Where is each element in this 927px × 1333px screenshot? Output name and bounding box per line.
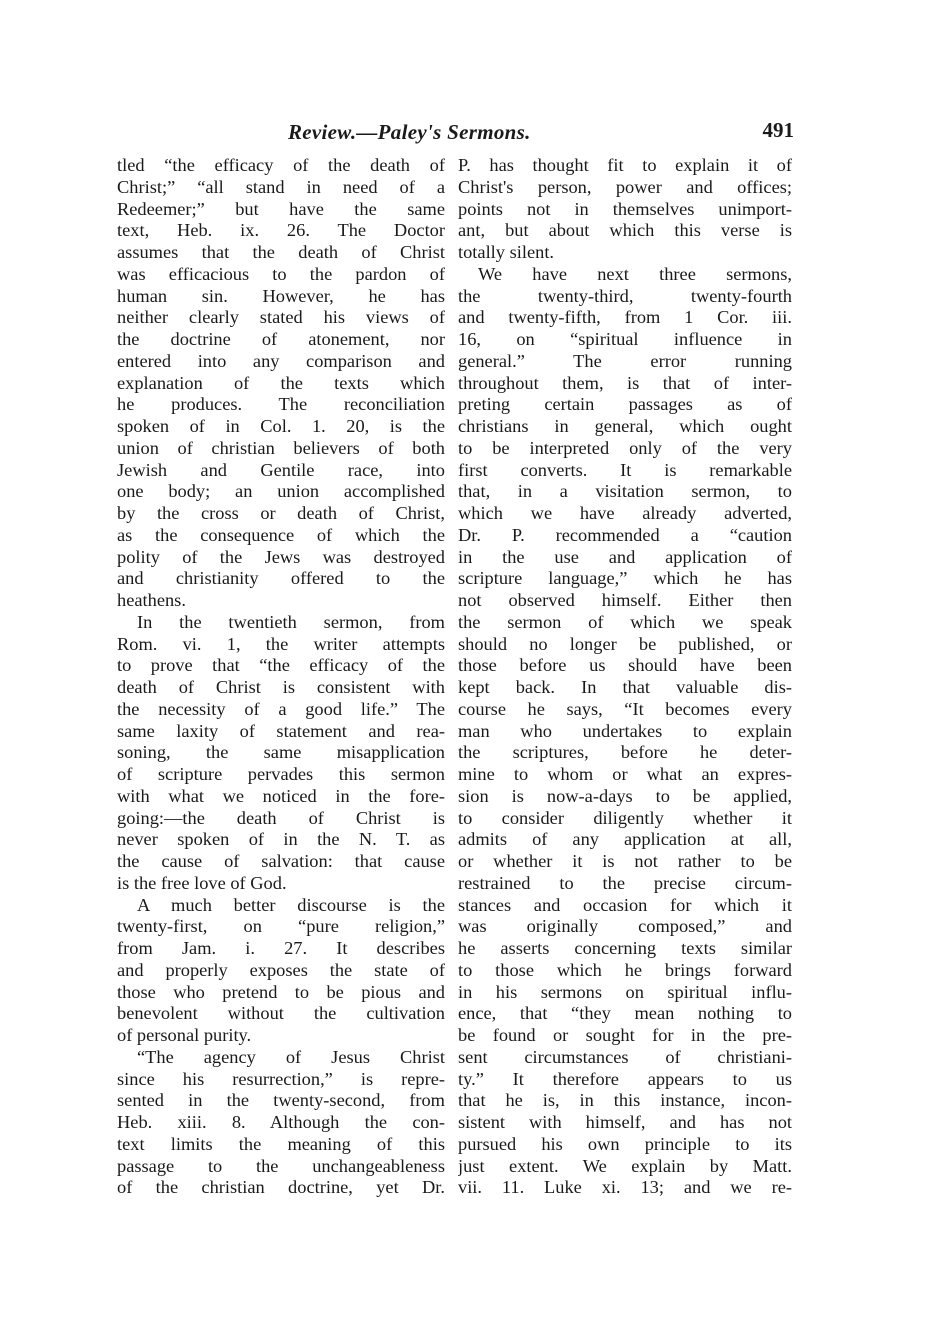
text-line: points not in themselves unimport- (458, 198, 792, 219)
text-line: of scripture pervades this sermon (117, 764, 445, 784)
text-line: ty.” It therefore appears to us (458, 1068, 792, 1089)
text-line: soning, the same misapplication (117, 742, 445, 763)
text-line: of personal purity. (117, 1025, 252, 1045)
text-line: to prove that “the efficacy of the (117, 655, 445, 676)
text-line: which we have already adverted, (458, 503, 792, 523)
text-line: Christ;” “all stand in need of a (117, 176, 445, 197)
text-line: stances and occasion for which it (458, 894, 792, 915)
text-line: with what we noticed in the fore- (117, 785, 445, 806)
text-line: A much better discourse is the (137, 894, 445, 915)
text-line: the sermon of which we speak (458, 611, 792, 632)
text-line: as the consequence of which the (117, 524, 445, 545)
text-line: throughout them, is that of inter- (458, 372, 792, 393)
text-line: totally silent. (458, 242, 555, 262)
text-line: man who undertakes to explain (458, 720, 792, 741)
text-line: heathens. (117, 590, 186, 610)
text-line: “The agency of Jesus Christ (137, 1046, 445, 1067)
text-line: neither clearly stated his views of (117, 307, 445, 328)
text-line: 16, on “spiritual influence in (458, 329, 792, 349)
text-line: the necessity of a good life.” The (117, 698, 445, 719)
text-line: that, in a visitation sermon, to (458, 481, 792, 502)
text-line: the twenty-third, twenty-fourth (458, 285, 792, 306)
text-line: and christianity offered to the (117, 568, 445, 589)
text-line: human sin. However, he has (117, 285, 445, 306)
text-line: to consider diligently whether it (458, 807, 792, 828)
text-line: kept back. In that valuable dis- (458, 677, 792, 697)
text-line: one body; an union accomplished (117, 481, 445, 502)
text-line: pursued his own principle to its (458, 1133, 792, 1154)
text-line: ant, but about which this verse is (458, 220, 792, 241)
text-line: was efficacious to the pardon of (117, 263, 445, 284)
text-line: assumes that the death of Christ (117, 242, 445, 262)
left-text-column (117, 155, 445, 1199)
text-line: christians in general, which ought (458, 416, 792, 436)
text-line: the doctrine of atonement, nor (117, 329, 445, 349)
text-line: sistent with himself, and has not (458, 1112, 792, 1132)
text-line: was originally composed,” and (458, 916, 792, 937)
text-line: the cause of salvation: that cause (117, 851, 445, 871)
text-line: Christ's person, power and offices; (458, 176, 792, 197)
text-line: never spoken of in the N. T. as (117, 829, 445, 850)
text-line: should no longer be published, or (458, 633, 792, 654)
text-line: Jewish and Gentile race, into (117, 459, 445, 480)
text-line: he asserts concerning texts similar (458, 938, 792, 958)
text-line: since his resurrection,” is repre- (117, 1068, 445, 1089)
text-line: first converts. It is remarkable (458, 459, 792, 480)
text-line: the scriptures, before he deter- (458, 742, 792, 763)
text-line: twenty-first, on “pure religion,” (117, 916, 445, 937)
text-line: polity of the Jews was destroyed (117, 546, 445, 567)
text-line: and properly exposes the state of (117, 959, 445, 980)
page-number: 491 (762, 118, 794, 142)
text-line: of the christian doctrine, yet Dr. (117, 1177, 445, 1198)
text-line: just extent. We explain by Matt. (458, 1155, 792, 1176)
text-line: tled “the efficacy of the death of (117, 155, 445, 175)
text-line: benevolent without the cultivation (117, 1003, 445, 1024)
text-line: is the free love of God. (117, 872, 287, 893)
text-line: Heb. xiii. 8. Although the con- (117, 1112, 445, 1132)
text-line: Rom. vi. 1, the writer attempts (117, 633, 445, 654)
right-text-column (458, 155, 792, 1199)
text-line: in his sermons on spiritual influ- (458, 981, 792, 1002)
text-line: explanation of the texts which (117, 372, 445, 393)
running-title: Review.—Paley's Sermons. (288, 120, 531, 144)
text-line: preting certain passages as of (458, 394, 792, 415)
text-line: or whether it is not rather to be (458, 851, 792, 871)
text-line: spoken of in Col. 1. 20, is the (117, 416, 445, 436)
text-line: general.” The error running (458, 350, 792, 371)
text-line: same laxity of statement and rea- (117, 720, 445, 741)
text-line: sented in the twenty-second, from (117, 1090, 445, 1111)
text-line: Redeemer;” but have the same (117, 198, 445, 219)
text-line: text limits the meaning of this (117, 1133, 445, 1154)
page-header (118, 110, 798, 150)
text-line: death of Christ is consistent with (117, 677, 445, 697)
text-line: P. has thought fit to explain it of (458, 155, 792, 175)
text-line: those before us should have been (458, 655, 792, 676)
text-line: by the cross or death of Christ, (117, 503, 445, 523)
text-line: to be interpreted only of the very (458, 437, 792, 458)
text-line: not observed himself. Either then (458, 590, 792, 610)
text-line: Dr. P. recommended a “caution (458, 524, 792, 545)
text-line: entered into any comparison and (117, 350, 445, 371)
text-line: passage to the unchangeableness (117, 1155, 445, 1176)
text-line: in the use and application of (458, 546, 792, 567)
text-line: he produces. The reconciliation (117, 394, 445, 415)
text-line: In the twentieth sermon, from (137, 611, 445, 632)
text-line: restrained to the precise circum- (458, 872, 792, 893)
text-line: be found or sought for in the pre- (458, 1025, 792, 1045)
text-line: sion is now-a-days to be applied, (458, 785, 792, 806)
text-line: those who pretend to be pious and (117, 981, 445, 1002)
text-line: that he is, in this instance, incon- (458, 1090, 792, 1111)
text-line: admits of any application at all, (458, 829, 792, 850)
text-line: sent circumstances of christiani- (458, 1046, 792, 1067)
text-line: text, Heb. ix. 26. The Doctor (117, 220, 445, 241)
text-line: scripture language,” which he has (458, 568, 792, 589)
text-line: vii. 11. Luke xi. 13; and we re- (458, 1177, 792, 1198)
text-line: to those which he brings forward (458, 959, 792, 980)
text-line: and twenty-fifth, from 1 Cor. iii. (458, 307, 792, 328)
text-line: union of christian believers of both (117, 437, 445, 458)
text-line: going:—the death of Christ is (117, 807, 445, 828)
text-line: We have next three sermons, (478, 263, 792, 284)
text-line: from Jam. i. 27. It describes (117, 938, 445, 958)
text-line: course he says, “It becomes every (458, 698, 792, 719)
text-line: mine to whom or what an expres- (458, 764, 792, 784)
text-line: ence, that “they mean nothing to (458, 1003, 792, 1024)
